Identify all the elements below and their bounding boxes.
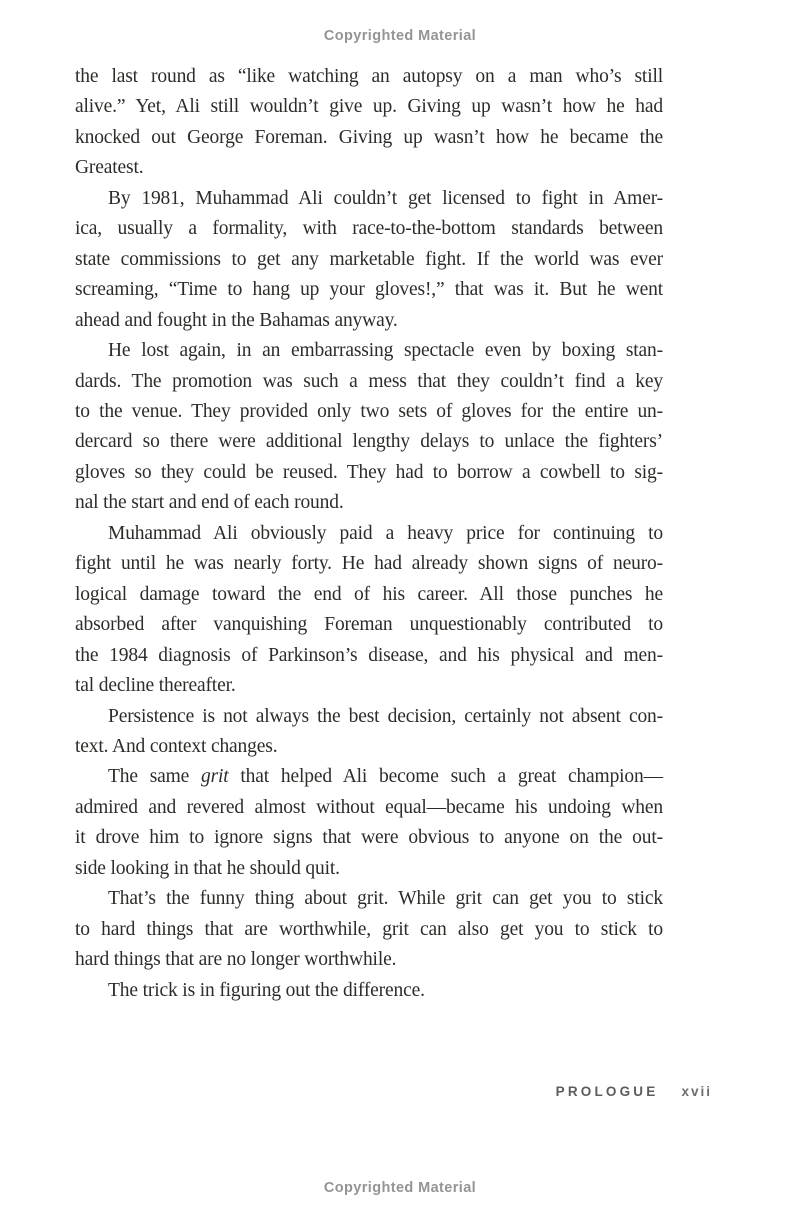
footer-page-number: xvii [681, 1084, 712, 1099]
text-line: ica, usually a formality, with race-to-the-bottom standards between [75, 218, 663, 240]
text-line: gloves so they could be reused. They had to borrow a cowbell to sig- [75, 461, 663, 483]
text-line: dards. The promotion was such a mess that they couldn’t find a key [75, 370, 663, 392]
text-line: That’s the funny thing about grit. While grit can get you to stick [108, 888, 663, 910]
text-line: to hard things that are worthwhile, grit can also get you to stick to [75, 918, 663, 940]
text-line: nal the start and end of each round. [75, 492, 344, 514]
text-line: The trick is in figuring out the difference. [108, 979, 425, 1001]
text-line: tal decline thereafter. [75, 675, 236, 697]
text-line: it drove him to ignore signs that were obvious to anyone on the out- [75, 827, 663, 849]
emphasized-text: grit [201, 766, 229, 788]
paragraph [75, 62, 663, 184]
text-line: text. And context changes. [75, 735, 278, 757]
text-line: the 1984 diagnosis of Parkinson’s disease, and his physical and men- [75, 644, 663, 666]
paragraph [75, 762, 663, 884]
paragraph [75, 184, 663, 336]
paragraph [75, 519, 663, 702]
footer-section-label: PROLOGUE [555, 1084, 659, 1099]
text-line [75, 762, 663, 792]
text-line: Greatest. [75, 157, 144, 179]
text-line: dercard so there were additional lengthy delays to unlace the fighters’ [75, 431, 663, 453]
text-line: state commissions to get any marketable fight. If the world was ever [75, 248, 663, 270]
text-line: side looking in that he should quit. [75, 857, 340, 879]
text-segment: that helped Ali become such a great champion— [228, 766, 663, 788]
text-line: admired and revered almost without equal—became his undoing when [75, 796, 663, 818]
text-line: By 1981, Muhammad Ali couldn’t get licensed to fight in Amer- [108, 187, 663, 209]
text-segment: The same [108, 766, 201, 788]
text-line: ahead and fought in the Bahamas anyway. [75, 309, 398, 331]
paragraph [75, 336, 663, 519]
paragraph [75, 976, 663, 1006]
page-footer [556, 1084, 712, 1099]
copyright-notice-bottom: Copyrighted Material [323, 1180, 477, 1196]
body-text [75, 62, 663, 1006]
text-line: alive.” Yet, Ali still wouldn’t give up. Giving up wasn’t how he had [75, 96, 663, 118]
text-line: hard things that are no longer worthwhile. [75, 949, 397, 971]
text-line: fight until he was nearly forty. He had already shown signs of neuro- [75, 553, 663, 575]
text-line: to the venue. They provided only two sets of gloves for the entire un- [75, 400, 663, 422]
text-line: screaming, “Time to hang up your gloves!,” that was it. But he went [75, 279, 663, 301]
text-line: logical damage toward the end of his career. All those punches he [75, 583, 663, 605]
text-line: the last round as “like watching an autopsy on a man who’s still [75, 66, 663, 87]
text-line: absorbed after vanquishing Foreman unquestionably contributed to [75, 614, 663, 636]
copyright-notice-top: Copyrighted Material [323, 28, 477, 44]
text-line: Muhammad Ali obviously paid a heavy price for continuing to [108, 522, 663, 544]
paragraph [75, 702, 663, 763]
paragraph [75, 884, 663, 975]
text-line: knocked out George Foreman. Giving up wasn’t how he became the [75, 126, 663, 148]
text-line: He lost again, in an embarrassing spectacle even by boxing stan- [108, 340, 663, 362]
text-line: Persistence is not always the best decision, certainly not absent con- [108, 705, 663, 727]
